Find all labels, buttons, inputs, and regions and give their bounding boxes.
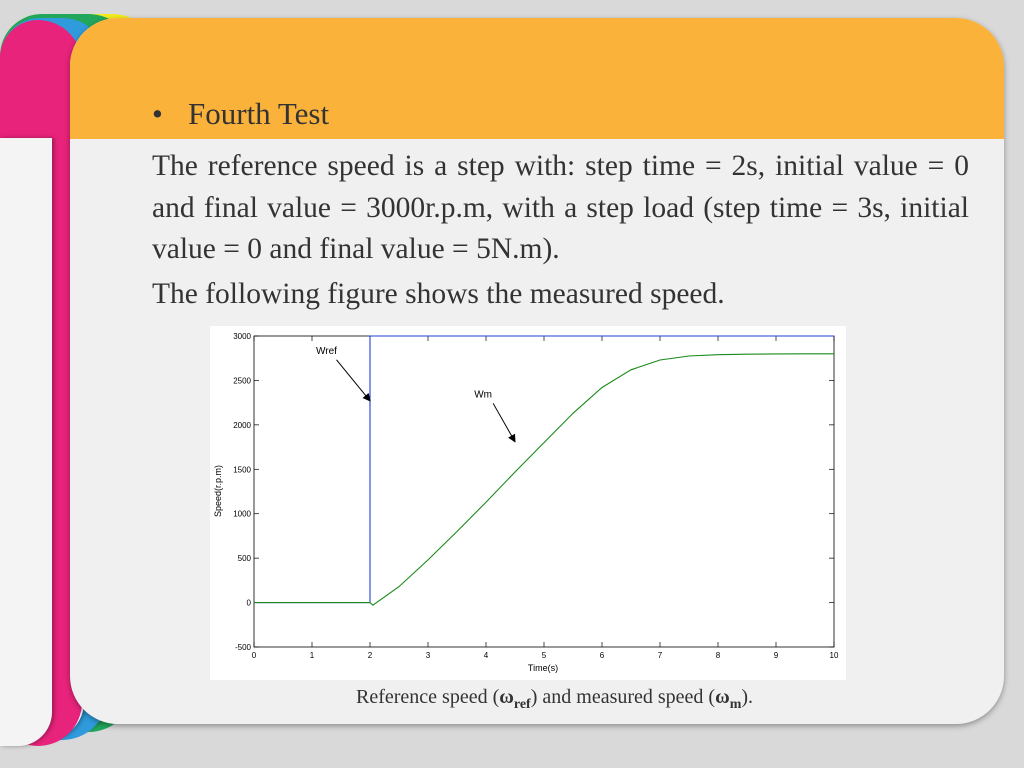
y-tick-label: 1500 bbox=[233, 465, 251, 475]
caption-sub-ref: ref bbox=[513, 697, 531, 712]
x-tick-label: 2 bbox=[367, 651, 373, 660]
x-axis-label: Time(s) bbox=[527, 663, 559, 673]
y-tick-label: 1000 bbox=[233, 509, 251, 519]
x-tick-label: 4 bbox=[483, 651, 489, 660]
y-tick-label: 0 bbox=[246, 598, 251, 608]
bullet-heading bbox=[152, 96, 329, 132]
figure-background bbox=[210, 326, 846, 680]
x-tick-label: 7 bbox=[657, 651, 663, 660]
annotation-label-wm: Wm bbox=[474, 389, 492, 401]
caption-omega-ref: ω bbox=[499, 686, 514, 708]
x-tick-label: 10 bbox=[829, 651, 839, 660]
y-tick-label: 2000 bbox=[233, 420, 251, 430]
figure-caption bbox=[356, 686, 753, 713]
body-paragraph-2: The following figure shows the measured speed. bbox=[152, 278, 725, 310]
y-tick-label: -500 bbox=[234, 643, 251, 652]
caption-omega-m: ω bbox=[715, 686, 730, 708]
x-tick-label: 0 bbox=[251, 651, 257, 660]
caption-sub-m: m bbox=[729, 697, 742, 712]
caption-prefix: Reference speed ( bbox=[356, 686, 500, 708]
x-tick-label: 1 bbox=[309, 651, 315, 660]
x-tick-label: 3 bbox=[425, 651, 431, 660]
body-paragraph: The reference speed is a step with: step time = 2s, initial value = 0 and final value = 3000r.p.m, with a step load (step time = 3s, initial value = 0 and final value = 5N.m). bbox=[152, 150, 969, 265]
y-axis-label: Speed(r.p.m) bbox=[213, 464, 223, 518]
y-tick-label: 2500 bbox=[233, 376, 251, 386]
y-tick-label: 3000 bbox=[233, 332, 251, 341]
bullet-dot: • bbox=[152, 96, 163, 131]
x-tick-label: 8 bbox=[715, 651, 721, 660]
y-tick-label: 500 bbox=[237, 554, 251, 564]
caption-suffix: ). bbox=[741, 686, 754, 708]
caption-middle: ) and measured speed ( bbox=[530, 686, 716, 708]
x-tick-label: 9 bbox=[773, 651, 779, 660]
x-tick-label: 5 bbox=[541, 651, 547, 660]
x-tick-label: 6 bbox=[599, 651, 605, 660]
bullet-text: Fourth Test bbox=[188, 96, 330, 131]
annotation-label-wref: Wref bbox=[316, 345, 337, 357]
